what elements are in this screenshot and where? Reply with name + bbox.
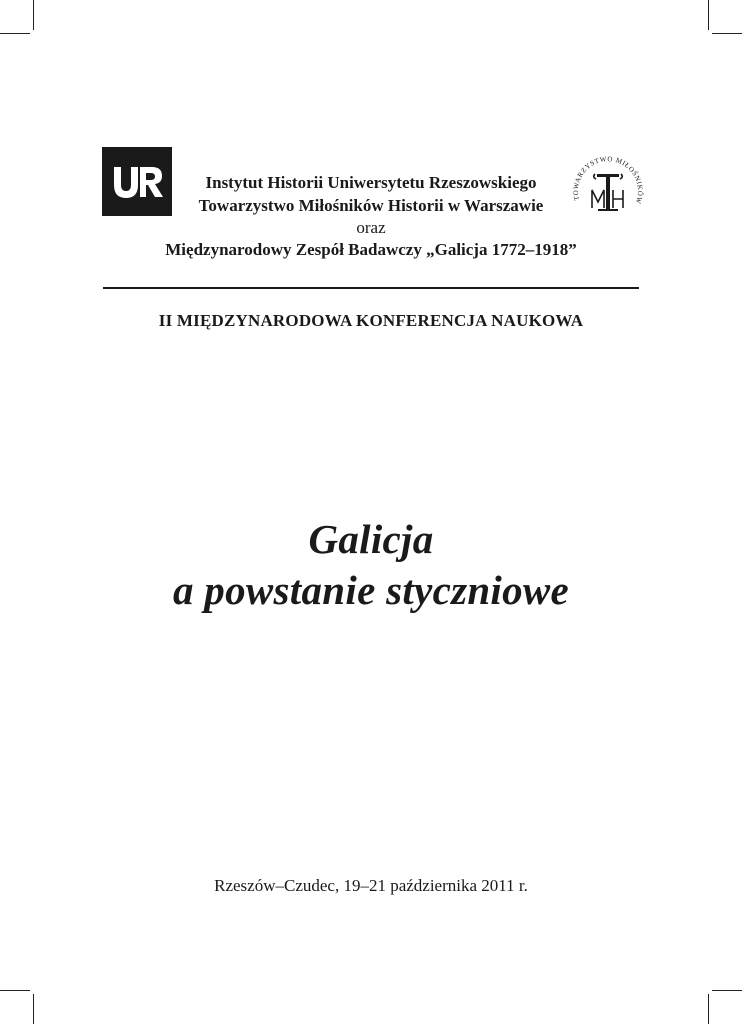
- crop-mark-top-right-h: [712, 33, 742, 34]
- crop-mark-top-left: [33, 0, 34, 30]
- institute-name: Instytut Historii Uniwersytetu Rzeszowskiego: [205, 173, 537, 192]
- header-divider: [103, 287, 639, 289]
- conjunction-text: oraz: [356, 218, 386, 237]
- conference-heading: II MIĘDZYNARODOWA KONFERENCJA NAUKOWA: [158, 311, 584, 330]
- title-line-2: a powstanie styczniowe: [172, 567, 570, 613]
- society-name: Towarzystwo Miłośników Historii w Warszawie: [198, 196, 544, 215]
- place-and-date: Rzeszów–Czudec, 19–21 października 2011 r.: [214, 876, 528, 895]
- title-line-1: Galicja: [308, 516, 434, 562]
- tmh-seal-logo: [568, 150, 648, 230]
- crop-mark-bottom-left-h: [0, 990, 30, 991]
- research-team-name: Międzynarodowy Zespół Badawczy „Galicja 1772–1918”: [165, 240, 577, 259]
- publication-title: [0, 514, 742, 616]
- crop-mark-bottom-right-h: [712, 990, 742, 991]
- crop-mark-top-left-h: [0, 33, 30, 34]
- institutions-header: [160, 171, 582, 261]
- crop-mark-top-right: [708, 0, 709, 30]
- crop-mark-bottom-right: [708, 994, 709, 1024]
- ur-logo-icon: [112, 165, 164, 199]
- tmh-seal-icon: [568, 150, 648, 230]
- crop-mark-bottom-left: [33, 994, 34, 1024]
- svg-text:TOWARZYSTWO MIŁOŚNIKÓW HISTORI: TOWARZYSTWO MIŁOŚNIKÓW: [571, 155, 645, 205]
